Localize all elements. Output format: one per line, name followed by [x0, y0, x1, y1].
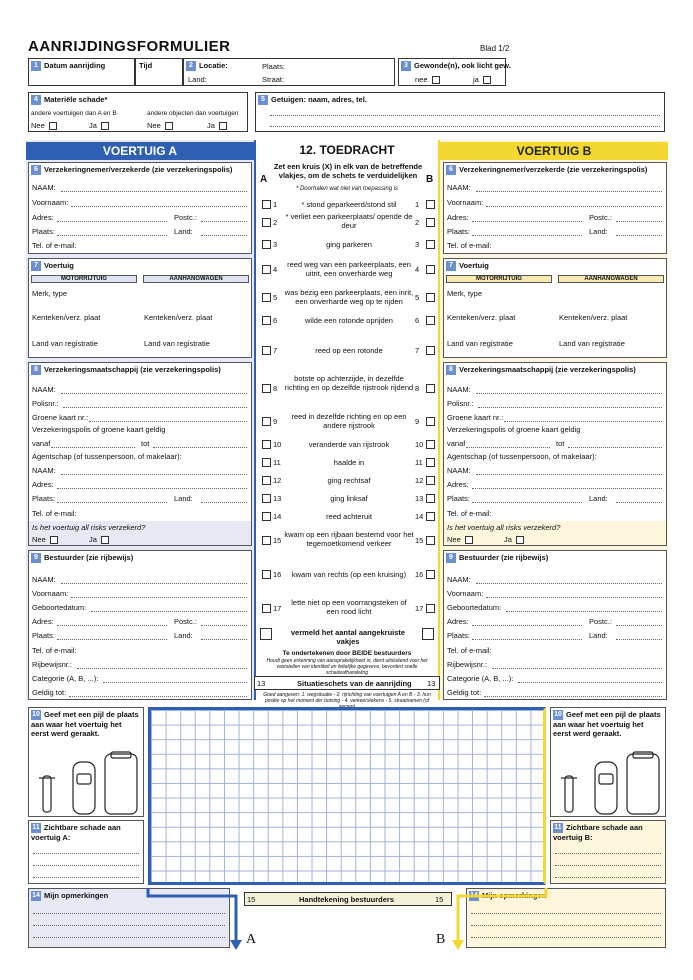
circumstance-number: 11 [415, 458, 423, 467]
section-witnesses: 5 Getuigen: naam, adres, tel. [255, 92, 665, 132]
circumstance-13-label: ging linksaf [330, 494, 368, 503]
circumstance-number: 9 [273, 417, 278, 426]
circumstance-number: 10 [273, 440, 282, 449]
sketch-grid[interactable] [148, 707, 546, 885]
circumstance-3-label: ging parkeren [326, 240, 372, 249]
circumstance-number: 6 [415, 316, 420, 325]
damage-vehicles-yes[interactable] [101, 122, 109, 130]
allrisk-b-no[interactable] [465, 536, 473, 544]
circumstance-5-b-checkbox[interactable] [426, 293, 435, 302]
circumstance-number: 1 [415, 200, 420, 209]
circumstance-8-b-checkbox[interactable] [426, 384, 435, 393]
circumstance-number: 15 [273, 536, 282, 545]
circumstance-5-a-checkbox[interactable] [262, 293, 271, 302]
circumstance-17-a-checkbox[interactable] [262, 604, 271, 613]
circumstance-14-label: reed achteruit [326, 512, 372, 521]
circumstance-1-b-checkbox[interactable] [426, 200, 435, 209]
circumstance-8-label: botste op achterzijde, in dezelfde richting en op dezelfde rijstrook rijdend [284, 374, 414, 392]
insurer-b: 8 Verzekeringsmaatschappij (zie verzekeringspolis) NAAM: Polisnr.: Groene kaart nr.: Verzekeringspolis of groene kaart geldig vanaf tot Agentschap (of tussenpersoon, of makelaar): NAAM: Adres: Plaats: Land: Tel. of e-mail: Is het voertuig all risks verzekerd? Nee Ja [443, 362, 667, 546]
circumstances-title: 12. TOEDRACHT [299, 143, 395, 157]
circumstance-9-a-checkbox[interactable] [262, 417, 271, 426]
signature-frame [0, 888, 693, 958]
circumstance-10-a-checkbox[interactable] [262, 440, 271, 449]
section-material-damage: 4 Materiële schade* andere voertuigen dan A en B andere objecten dan voertuigen Nee Ja Nee Ja [28, 92, 248, 132]
circumstance-number: 7 [273, 346, 278, 355]
circumstance-12-a-checkbox[interactable] [262, 476, 271, 485]
circumstance-16-a-checkbox[interactable] [262, 570, 271, 579]
circumstance-8-a-checkbox[interactable] [262, 384, 271, 393]
circumstance-number: 4 [415, 265, 420, 274]
circumstance-number: 11 [273, 458, 281, 467]
circumstance-1-a-checkbox[interactable] [262, 200, 271, 209]
circumstance-11-a-checkbox[interactable] [262, 458, 271, 467]
circumstance-number: 3 [273, 240, 278, 249]
signatures[interactable]: 15 Handtekening bestuurders 15 [244, 892, 452, 906]
circumstance-number: 13 [415, 494, 424, 503]
circumstance-6-label: wilde een rotonde oprijden [305, 316, 393, 325]
circumstance-number: 5 [273, 293, 278, 302]
driver-b: 9 Bestuurder (zie rijbewijs) NAAM: Voornaam: Geboortedatum: Adres: Postc.: Plaats: Land: Tel. of e-mail: Rijbewijsnr.: Categorie (A, B, ...): Geldig tot: [443, 550, 667, 700]
circumstance-3-a-checkbox[interactable] [262, 240, 271, 249]
circumstance-13-b-checkbox[interactable] [426, 494, 435, 503]
visible-damage-b: 11 Zichtbare schade aan voertuig B: [550, 820, 666, 884]
circumstance-4-label: reed weg van een parkeerplaats, een uitrit, een onverharde weg [287, 260, 411, 278]
circumstance-number: 1 [273, 200, 278, 209]
policyholder-b: 6 Verzekeringnemer/verzekerde (zie verzekeringspolis) NAAM: Voornaam: Adres: Postc.: Plaats: Land: Tel. of e-mail: [443, 162, 667, 254]
circumstance-6-b-checkbox[interactable] [426, 316, 435, 325]
circumstance-6-a-checkbox[interactable] [262, 316, 271, 325]
injured-no-checkbox[interactable] [432, 76, 440, 84]
circumstance-10-b-checkbox[interactable] [426, 440, 435, 449]
impact-point-a: 10 Geef met een pijl de plaats aan waar het voertuig het eerst werd geraakt. [28, 707, 144, 817]
policyholder-a: 6 Verzekeringnemer/verzekerde (zie verzekeringspolis) NAAM: Voornaam: Adres: Postc.: Plaats: Land: Tel. of e-mail: [28, 162, 252, 254]
damage-vehicles-no[interactable] [49, 122, 57, 130]
section-injured: 3 Gewonde(n), ook licht gew. nee ja [398, 58, 506, 86]
impact-point-b: 10 Geef met een pijl de plaats aan waar het voertuig het eerst werd geraakt. [550, 707, 666, 817]
circumstance-number: 4 [273, 265, 278, 274]
circumstance-2-a-checkbox[interactable] [262, 218, 271, 227]
circumstance-3-b-checkbox[interactable] [426, 240, 435, 249]
circumstance-15-b-checkbox[interactable] [426, 536, 435, 545]
circumstance-number: 13 [273, 494, 282, 503]
count-a[interactable] [260, 628, 272, 640]
injured-yes-checkbox[interactable] [483, 76, 491, 84]
circumstance-12-b-checkbox[interactable] [426, 476, 435, 485]
vehicle-b-header: VOERTUIG B [440, 142, 668, 160]
circumstance-number: 12 [273, 476, 282, 485]
allrisk-a-no[interactable] [50, 536, 58, 544]
circumstance-14-b-checkbox[interactable] [426, 512, 435, 521]
circumstances-intro: Zet een kruis (X) in elk van de betreffende vlakjes, om de schets te verduidelijken [273, 162, 423, 180]
circumstance-number: 7 [415, 346, 420, 355]
circumstance-4-a-checkbox[interactable] [262, 265, 271, 274]
vehicle-b-details: 7 Voertuig MOTORRIJTUIG AANHANGWAGEN Merk, type Kenteken/verz. plaat Kenteken/verz. plaat Land van registratie Land van registratie [443, 258, 667, 358]
section-date: 1 Datum aanrijding [28, 58, 135, 86]
circumstance-16-b-checkbox[interactable] [426, 570, 435, 579]
allrisk-a-yes[interactable] [101, 536, 109, 544]
circumstance-13-a-checkbox[interactable] [262, 494, 271, 503]
circumstance-number: 5 [415, 293, 420, 302]
vehicle-a-details: 7 Voertuig MOTORRIJTUIG AANHANGWAGEN Merk, type Kenteken/verz. plaat Kenteken/verz. plaat Land van registratie Land van registratie [28, 258, 252, 358]
circumstance-number: 15 [415, 536, 424, 545]
circumstance-15-a-checkbox[interactable] [262, 536, 271, 545]
count-b[interactable] [422, 628, 434, 640]
damage-objects-no[interactable] [165, 122, 173, 130]
circumstance-9-b-checkbox[interactable] [426, 417, 435, 426]
visible-damage-a: 11 Zichtbare schade aan voertuig A: [28, 820, 144, 884]
circumstance-7-b-checkbox[interactable] [426, 346, 435, 355]
circumstance-number: 8 [415, 384, 420, 393]
circumstance-12-label: ging rechtsaf [327, 476, 371, 485]
circumstance-5-label: was bezig een parkeerplaats, een inrit, een onverharde weg op te rijden [284, 288, 414, 306]
circumstance-7-label: reed op een rotonde [315, 346, 383, 355]
vehicles-icon[interactable] [33, 748, 143, 818]
circumstance-number: 16 [415, 570, 424, 579]
circumstance-number: 2 [415, 218, 420, 227]
circumstance-15-label: kwam op een rijbaan bestemd voor het tegemoetkomend verkeer [284, 530, 414, 548]
circumstance-14-a-checkbox[interactable] [262, 512, 271, 521]
circumstance-17-b-checkbox[interactable] [426, 604, 435, 613]
circumstance-number: 17 [273, 604, 282, 613]
vehicles-icon[interactable] [555, 748, 665, 818]
circumstance-number: 10 [415, 440, 424, 449]
circumstance-number: 16 [273, 570, 282, 579]
circumstance-16-label: kwam van rechts (op een kruising) [291, 570, 407, 579]
driver-a: 9 Bestuurder (zie rijbewijs) NAAM: Voornaam: Geboortedatum: Adres: Postc.: Plaats: Land: Tel. of e-mail: Rijbewijsnr.: Categorie (A, B, ...): Geldig tot: [28, 550, 252, 700]
damage-objects-yes[interactable] [219, 122, 227, 130]
circumstance-number: 2 [273, 218, 278, 227]
circumstance-11-b-checkbox[interactable] [426, 458, 435, 467]
circumstance-number: 14 [273, 512, 282, 521]
vehicle-a-header: VOERTUIG A [26, 142, 254, 160]
circumstance-9-label: reed in dezelfde richting en op een andere rijstrook [291, 412, 407, 430]
remarks-a: 14 Mijn opmerkingen [28, 888, 230, 948]
circumstance-11-label: haalde in [333, 458, 365, 467]
circumstance-17-label: lette niet op een voorrangsteken of een rood licht [291, 598, 407, 616]
insurer-a: 8 Verzekeringsmaatschappij (zie verzekeringspolis) NAAM: Polisnr.: Groene kaart nr.: Verzekeringspolis of groene kaart geldig vanaf tot Agentschap (of tussenpersoon, of makelaar): NAAM: Adres: Plaats: Land: Tel. of e-mail: Is het voertuig all risks verzekerd? Nee Ja [28, 362, 252, 546]
count-label: vermeld het aantal aangekruiste vakjes [290, 628, 406, 646]
circumstance-number: 14 [415, 512, 424, 521]
page-number: Blad 1/2 [480, 44, 510, 53]
circumstance-number: 6 [273, 316, 278, 325]
circumstance-number: 3 [415, 240, 420, 249]
circumstance-2-b-checkbox[interactable] [426, 218, 435, 227]
circumstance-10-label: veranderde van rijstrook [308, 440, 390, 449]
circumstance-number: 9 [415, 417, 420, 426]
section-sketch-header: 13 Situatieschets van de aanrijding 13 [254, 676, 440, 690]
circumstance-1-label: * stond geparkeerd/stond stil [301, 200, 397, 209]
page-title: AANRIJDINGSFORMULIER [28, 38, 231, 55]
circumstance-number: 17 [415, 604, 424, 613]
circumstance-7-a-checkbox[interactable] [262, 346, 271, 355]
circumstance-number: 8 [273, 384, 278, 393]
remarks-b: 14 Mijn opmerkingen [466, 888, 666, 948]
allrisk-b-yes[interactable] [516, 536, 524, 544]
circumstance-4-b-checkbox[interactable] [426, 265, 435, 274]
circumstance-2-label: * verliet een parkeerplaats/ opende de deur [285, 212, 413, 230]
section-time: Tijd [135, 58, 183, 86]
section-location: 2 Locatie: Land: Plaats: Straat: [183, 58, 395, 86]
circumstance-number: 12 [415, 476, 424, 485]
